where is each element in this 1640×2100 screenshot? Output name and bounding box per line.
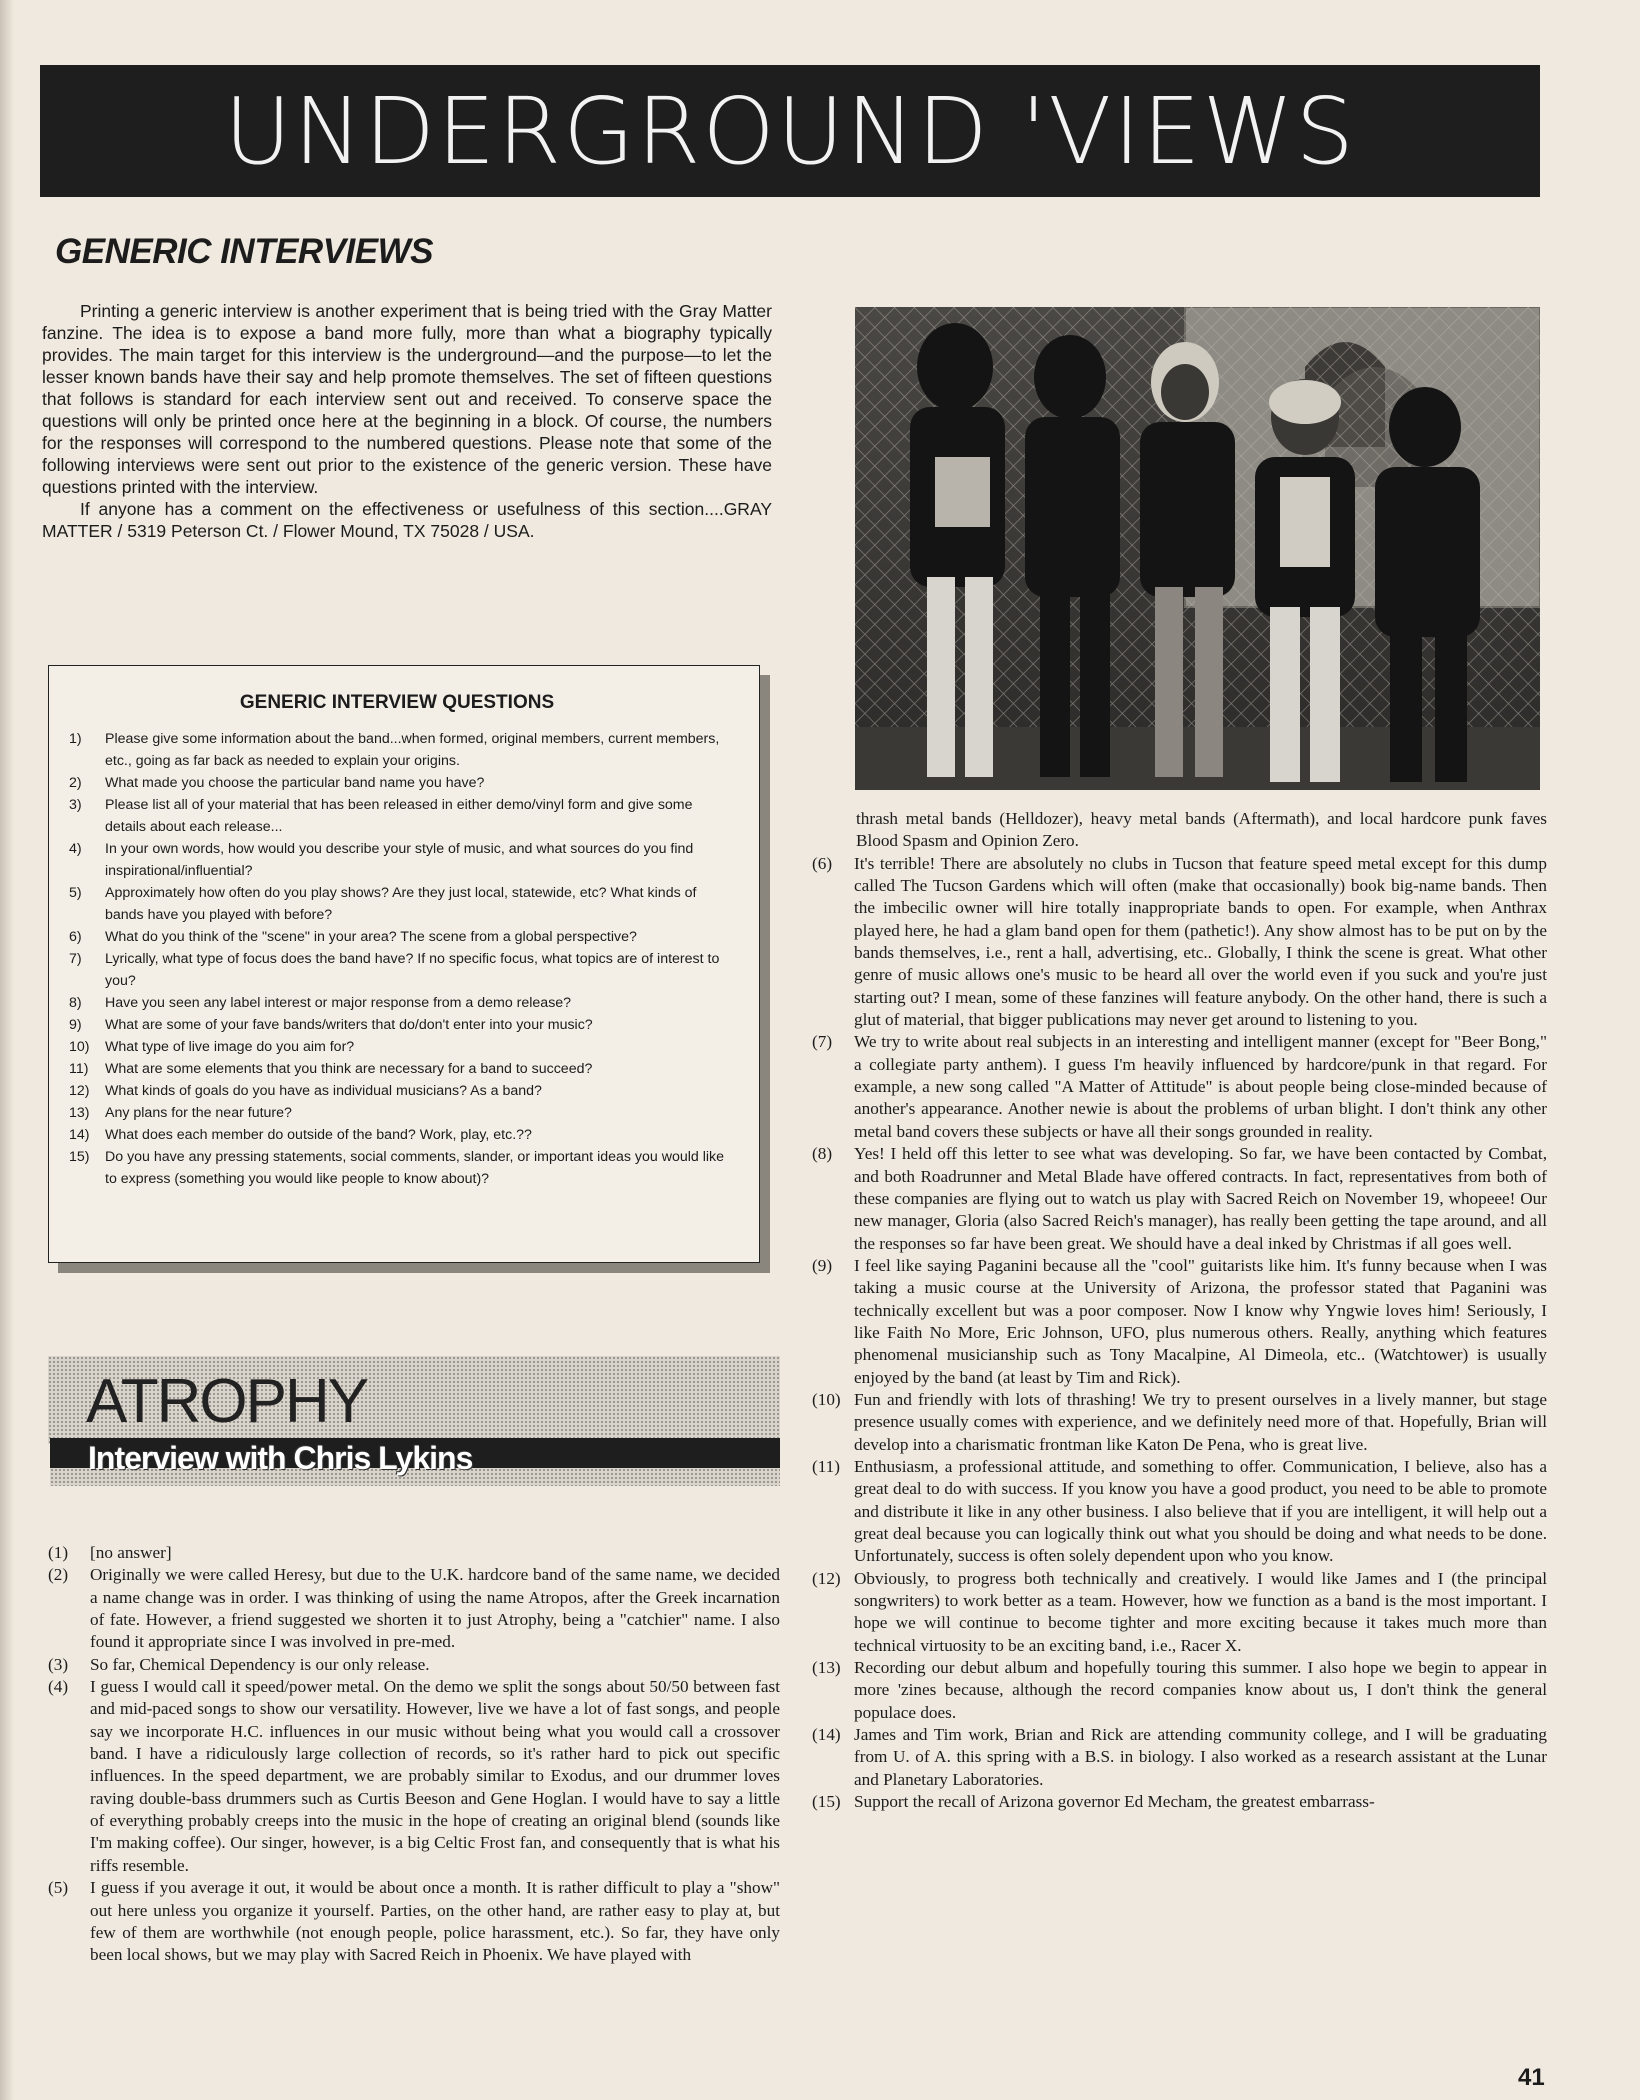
question-text: Have you seen any label interest or major response from a demo release? [105, 995, 572, 1011]
questions-title: GENERIC INTERVIEW QUESTIONS [239, 692, 555, 713]
question-item [69, 1058, 725, 1080]
answer-text: Enthusiasm, a professional attitude, and something to offer. Communication, I believe, also has a great deal to do with success. If you know you have a good product, you need to be able to promote and distribute it like in any other business. I also believe that if you are intelligent, it will help out a great deal because you can logically think out what you should be doing and what needs to be done. Unfortunately, success is often solely dependent upon who you know. [854, 1456, 1547, 1566]
question-text: What does each member do outside of the band? Work, play, etc.?? [105, 1127, 532, 1143]
atrophy-title-block [48, 1356, 780, 1444]
page-number: 41 [1518, 2064, 1545, 2091]
answer-number: (2) [48, 1565, 69, 1585]
answer-number: (13) [812, 1658, 841, 1678]
question-number: 3) [69, 797, 82, 813]
question-item [69, 926, 725, 948]
questions-list [69, 728, 725, 1190]
question-number: 6) [69, 929, 82, 945]
section-title: UNDERGROUND 'VIEWS [224, 77, 1356, 185]
intro-paragraph: If anyone has a comment on the effectiveness or usefulness of this section....GRAY MATTER / 5319 Peterson Ct. / Flower Mound, TX 75028 / USA. [42, 499, 772, 541]
question-item [69, 948, 725, 992]
question-text: Please list all of your material that has been released in either demo/vinyl form and give some details about each release... [105, 797, 693, 835]
answer-item [812, 1456, 1547, 1568]
answers-right-column [812, 808, 1547, 1813]
answer-number: (4) [48, 1677, 69, 1697]
question-text: Do you have any pressing statements, social comments, slander, or important ideas you would like to express (something you would like people to know about)? [105, 1149, 725, 1187]
answer-item [812, 1568, 1547, 1657]
answer-number: (5) [48, 1878, 69, 1898]
question-number: 13) [69, 1105, 90, 1121]
answer-number: (8) [812, 1144, 833, 1164]
answer-item [48, 1877, 780, 1966]
answer-item [812, 1143, 1547, 1255]
answer-text: Originally we were called Heresy, but due to the U.K. hardcore band of the same name, we decided a name change was in order. I was thinking of using the name Atropos, after the Greek incarnation of fate. However, a friend suggested we shorten it to just Atrophy, being a "catchier" name. I also found it appropriate since I was involved in pre-med. [90, 1565, 780, 1652]
question-number: 8) [69, 995, 82, 1011]
answer-item [48, 1654, 780, 1676]
answer-text: Obviously, to progress both technically and creatively. I would like James and I (the principal songwriters) to work better as a team. However, how we function as a band is the most important. I hope we will continue to become tighter and more exciting because it takes much more than technical virtuosity to be an exciting band, i.e., Racer X. [854, 1568, 1547, 1655]
answer-item [812, 1031, 1547, 1143]
question-item [69, 1146, 725, 1190]
section-banner [40, 65, 1540, 197]
answer-text: I guess I would call it speed/power metal. On the demo we split the songs about 50/50 between fast and mid-paced songs to show our versatility. However, live we have a lot of fast songs, and people say we incorporate H.C. influences in our music without being what you would call a crossover band. I have a ridiculously large collection of records, so it's rather hard to pick out specific influences. In the speed department, we are probably similar to Exodus, and our drummer loves raving double-bass drummers such as Curtis Beeson and Gene Hoglan. I would have to say a little of everything probably creeps into the music in the hope of creating an original blend (sounds like I'm making coffee). Our singer, however, is a big Celtic Frost fan, and consequently that is what his riffs resemble. [90, 1677, 780, 1875]
page-binding-shadow [0, 0, 14, 2100]
answer-item [812, 1657, 1547, 1724]
generic-intro [42, 300, 772, 542]
answer-item [48, 1676, 780, 1877]
answer-number: (11) [812, 1456, 840, 1476]
question-item [69, 1080, 725, 1102]
question-text: What kinds of goals do you have as individual musicians? As a band? [105, 1083, 542, 1099]
question-item [69, 992, 725, 1014]
answer-number: (6) [812, 853, 833, 873]
question-text: What are some elements that you think are necessary for a band to succeed? [105, 1061, 593, 1077]
question-number: 15) [69, 1149, 90, 1165]
answer-number: (1) [48, 1543, 69, 1562]
band-name-title: ATROPHY [86, 1367, 368, 1436]
question-text: Approximately how often do you play shows? Are they just local, statewide, etc? What kinds of bands have you played with before? [105, 885, 697, 923]
answer-text: James and Tim work, Brian and Rick are attending community college, and I will be graduating from U. of A. this spring with a B.S. in biology. I also worked as a research assistant at the Lunar and Planetary Laboratories. [854, 1725, 1547, 1789]
interview-subtitle: Interview with Chris Lykins [88, 1440, 473, 1476]
question-item [69, 838, 725, 882]
question-text: Please give some information about the band...when formed, original members, current members, etc., going as far back as needed to explain your origins. [105, 731, 720, 769]
answer-text: So far, Chemical Dependency is our only release. [90, 1654, 430, 1674]
question-number: 11) [69, 1061, 89, 1077]
answer-item [48, 1564, 780, 1653]
question-text: What type of live image do you aim for? [105, 1039, 355, 1055]
answers-right-list [812, 853, 1547, 1814]
question-item [69, 1036, 725, 1058]
question-number: 4) [69, 841, 82, 857]
question-text: What made you choose the particular band name you have? [105, 775, 485, 791]
band-photo [855, 307, 1540, 790]
question-item [69, 1124, 725, 1146]
answer-text: Support the recall of Arizona governor Ed Mecham, the greatest embarrass- [854, 1792, 1375, 1812]
answer-text: Fun and friendly with lots of thrashing! We try to present ourselves in a lively manner, but stage presence usually comes with experience, and we definitely need more of that. Hopefully, Brian will develop into a charismatic frontman like Katon De Pena, who is great live. [854, 1389, 1547, 1454]
answer-number: (9) [812, 1255, 833, 1275]
answer-item [48, 1542, 780, 1564]
question-item [69, 882, 725, 926]
question-item [69, 1014, 725, 1036]
intro-paragraph: Printing a generic interview is another experiment that is being tried with the Gray Matter fanzine. The idea is to expose a band more fully, more than what a biography typically provides. The main target for this interview is the underground—and the purpose—to let the lesser known bands have their say and help promote themselves. The set of fifteen questions that follows is standard for each interview sent out and received. To conserve space the questions will only be printed once here at the beginning in a block. Of course, the numbers for the responses will correspond to the numbered questions. Please note that some of the following interviews were sent out prior to the existence of the generic version. These have questions printed with the interview. [42, 301, 772, 497]
answer-number: (14) [812, 1725, 841, 1745]
question-number: 7) [69, 951, 82, 967]
generic-questions-box [48, 665, 760, 1263]
answer-text: I guess if you average it out, it would be about once a month. It is rather difficult to play a "show" out here unless you organize it yourself. Parties, on the other hand, are rather easy to play at, but few of them are worthwhile (not enough people, police harassment, etc.). So far, they have only been local shows, but we may play with Sacred Reich in Phoenix. We have played with [90, 1878, 780, 1965]
question-number: 5) [69, 885, 82, 901]
question-item [69, 1102, 725, 1124]
answer-text: Recording our debut album and hopefully touring this summer. I also hope we begin to appear in more 'zines because, although the record companies know about us, I don't think the general populace does. [854, 1658, 1547, 1722]
answer-number: (10) [812, 1389, 841, 1409]
answer-number: (15) [812, 1792, 841, 1812]
answer-text: Yes! I held off this letter to see what was developing. So far, we have been contacted by Combat, and both Roadrunner and Metal Blade have offered contracts. In fact, representatives from both of these companies are flying out to watch us play with Sacred Reich on November 19, whopeee! Our new manager, Gloria (also Sacred Reich's manager), has really been getting the tape around, and all the responses so far have been great. We should have a deal inked by Christmas if all goes well. [854, 1144, 1547, 1253]
question-number: 1) [69, 731, 82, 747]
answer-text: [no answer] [90, 1543, 172, 1562]
answer-text: We try to write about real subjects in an interesting and intelligent manner (except for "Beer Bong," a collegiate party anthem). I guess I'm heavily influenced by hardcore/punk in that regard. For example, a new song called "A Matter of Attitude" is about people being close-minded because of another's appearance. Another newie is about the problems of urban blight. I don't think any other metal band covers these subjects or have all their songs grounded in reality. [854, 1032, 1547, 1141]
answer-number: (3) [48, 1654, 69, 1674]
question-item [69, 772, 725, 794]
question-text: What are some of your fave bands/writers that do/don't enter into your music? [105, 1017, 593, 1033]
question-number: 10) [69, 1039, 90, 1055]
question-number: 14) [69, 1127, 90, 1143]
question-text: What do you think of the "scene" in your area? The scene from a global perspective? [105, 929, 637, 945]
question-item [69, 794, 725, 838]
question-number: 9) [69, 1017, 82, 1033]
answer-number: (7) [812, 1032, 833, 1052]
answer-item [812, 1724, 1547, 1791]
question-text: Any plans for the near future? [105, 1105, 292, 1121]
answer-item [812, 1389, 1547, 1456]
question-number: 2) [69, 775, 82, 791]
answer-text: It's terrible! There are absolutely no clubs in Tucson that feature speed metal except for this dump called The Tucson Gardens which will often (make that occasionally) book big-name bands. Then the imbecilic owner will hire totally inappropriate bands to open. For example, when Anthrax played here, he had a glam band open for them (pathetic!). Any show almost has to be put on by the bands themselves, i.e., rent a hall, advertising, etc.. Globally, I think the scene is great. What other genre of music allows one's music to be heard all over the world even if you suck and you're just starting out? I mean, some of these fanzines will feature anybody. On the other hand, there is such a glut of material, that bigger publications may never get around to listening to you. [854, 853, 1547, 1030]
question-text: In your own words, how would you describe your style of music, and what sources do you find inspirational/influential? [105, 841, 694, 879]
answer-number: (12) [812, 1568, 841, 1588]
question-text: Lyrically, what type of focus does the band have? If no specific focus, what topics are of interest to you? [105, 951, 720, 989]
generic-interviews-heading: GENERIC INTERVIEWS [55, 232, 433, 271]
answer-item [812, 853, 1547, 1032]
question-item [69, 728, 725, 772]
answer-5-continued: thrash metal bands (Helldozer), heavy metal bands (Aftermath), and local hardcore punk faves Blood Spasm and Opinion Zero. [856, 809, 1547, 851]
answer-item [812, 1791, 1547, 1813]
answer-item [812, 1255, 1547, 1389]
answers-left-column [48, 1542, 780, 1967]
answer-text: I feel like saying Paganini because all the "cool" guitarists like him. It's funny because when I was taking a music course at the University of Arizona, the professor stated that Paganini was technically excellent but was a poor composer. Now I know why Yngwie loves him! Seriously, I like Faith No More, Eric Johnson, UFO, plus numerous others. Really, anything which features phenomenal musicianship such as Tony Macalpine, Al Dimeola, etc.. (Watchtower) is usually enjoyed by the band (at least by Tim and Rick). [854, 1255, 1547, 1387]
question-number: 12) [69, 1083, 90, 1099]
